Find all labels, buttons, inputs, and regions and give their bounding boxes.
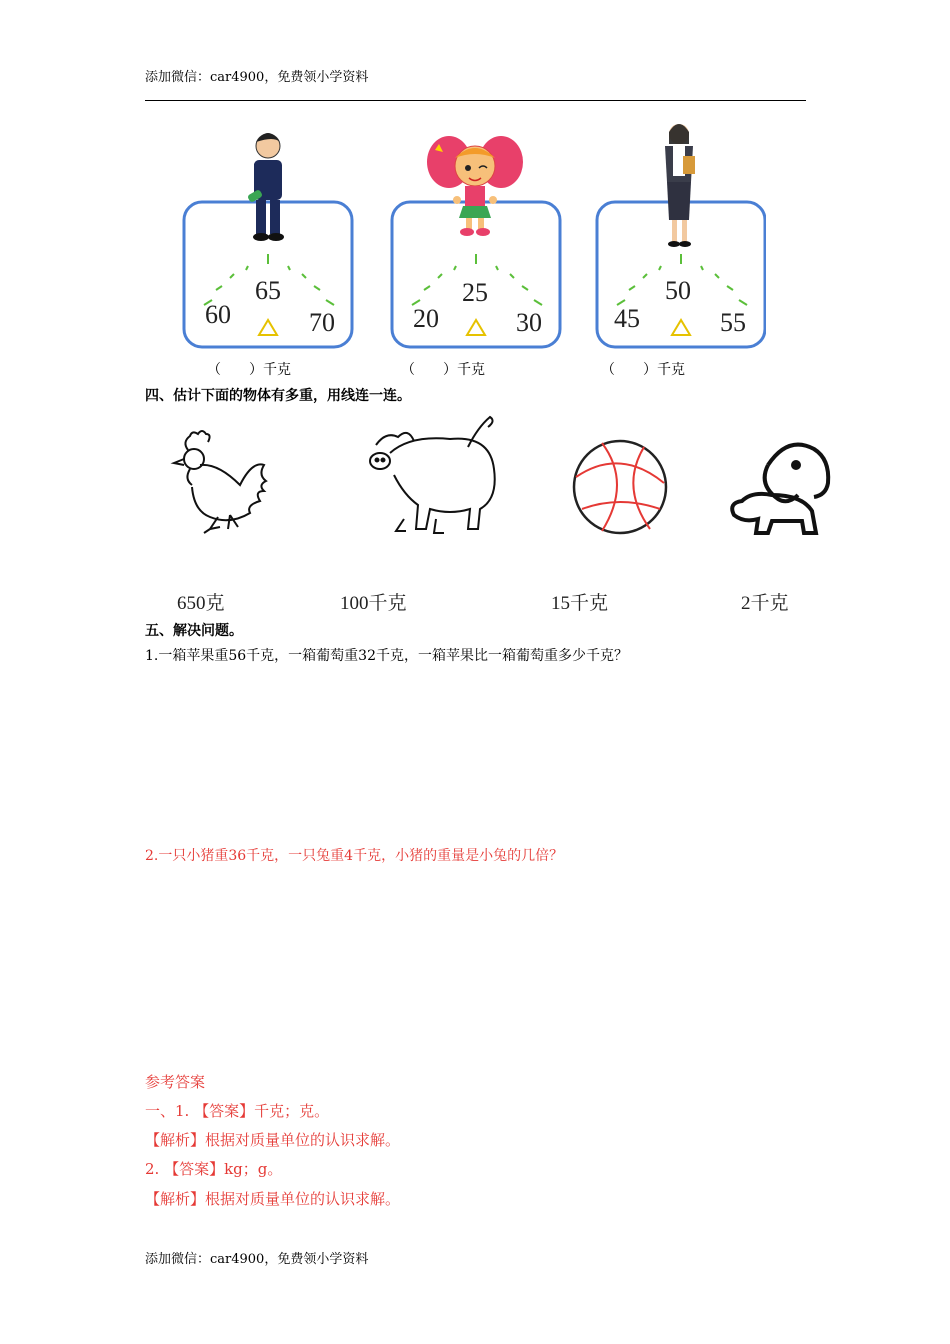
answer-line-3: 2. 【答案】kg；g。 — [145, 1160, 283, 1178]
answers-heading: 参考答案 — [145, 1073, 206, 1091]
scale2-answer-blank[interactable]: （ ）千克 — [401, 362, 485, 378]
pig-icon — [370, 417, 495, 533]
girl-figure — [427, 136, 523, 236]
scale2-left-label: 20 — [413, 304, 439, 333]
weight-15kg: 15千克 — [551, 593, 609, 614]
basketball-icon — [574, 441, 666, 533]
scale1-mid-label: 65 — [255, 276, 281, 305]
scale3-answer-blank[interactable]: （ ）千克 — [601, 362, 685, 378]
section4-title: 四、估计下面的物体有多重，用线连一连。 — [145, 388, 411, 404]
scale3-left-label: 45 — [614, 304, 640, 333]
scale1-answer-blank[interactable]: （ ）千克 — [207, 362, 291, 378]
scale2-mid-label: 25 — [462, 278, 488, 307]
boy-figure — [247, 133, 284, 241]
section5-title: 五、解决问题。 — [145, 623, 243, 639]
weight-2kg: 2千克 — [741, 593, 789, 614]
dog-icon — [732, 445, 828, 533]
answer-line-2: 【解析】根据对质量单位的认识求解。 — [145, 1131, 401, 1149]
question-1: 1.一箱苹果重56千克，一箱葡萄重32千克，一箱苹果比一箱葡萄重多少千克？ — [145, 648, 628, 664]
weight-650g: 650克 — [177, 593, 225, 614]
scale3-right-label: 55 — [720, 308, 746, 337]
rooster-icon — [174, 431, 266, 533]
footer-note: 添加微信：car4900，免费领小学资料 — [145, 1252, 369, 1267]
scale2-right-label: 30 — [516, 308, 542, 337]
scale1-left-label: 60 — [205, 300, 231, 329]
scale3-mid-label: 50 — [665, 276, 691, 305]
header-note: 添加微信：car4900，免费领小学资料 — [145, 70, 369, 85]
woman-figure — [665, 124, 695, 247]
section4-pictures — [160, 405, 840, 550]
weight-100kg: 100千克 — [340, 593, 407, 614]
bathroom-scales-illustration — [182, 124, 766, 350]
header-divider — [145, 100, 806, 101]
scale1-right-label: 70 — [309, 308, 335, 337]
answer-line-4: 【解析】根据对质量单位的认识求解。 — [145, 1190, 401, 1208]
question-2: 2.一只小猪重36千克，一只兔重4千克，小猪的重量是小兔的几倍？ — [145, 848, 564, 864]
answer-line-1: 一、1. 【答案】千克；克。 — [145, 1102, 330, 1120]
